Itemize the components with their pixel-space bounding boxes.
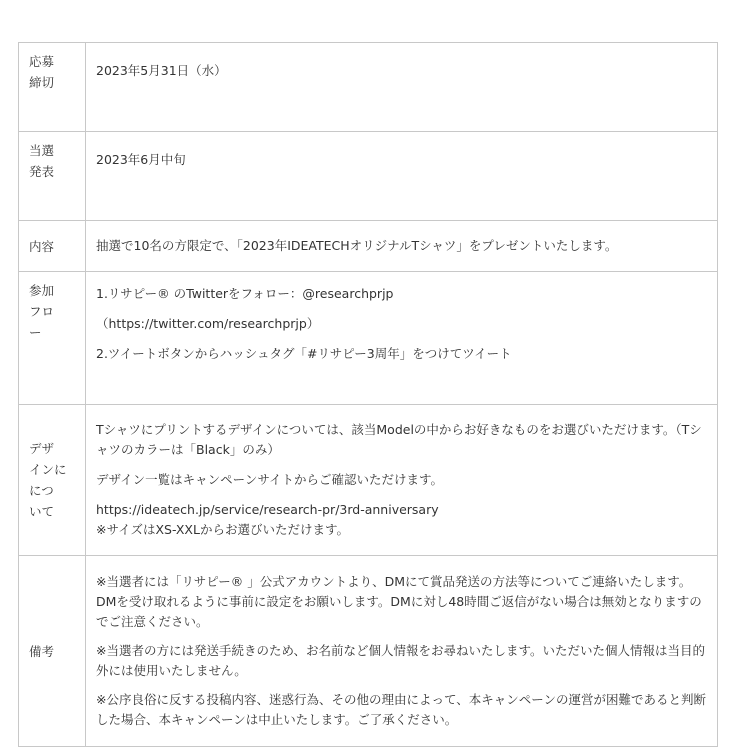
row-value-content	[86, 221, 718, 272]
content-text: 抽選で10名の方限定で、「2023年IDEATECHオリジナルTシャツ」をプレゼントいたします。	[96, 238, 618, 253]
label-line: 当選	[29, 143, 55, 158]
row-value-participation-flow	[86, 272, 718, 405]
table-row-deadline	[19, 43, 718, 132]
label-line: フロ	[29, 304, 55, 319]
row-label-notes	[19, 556, 86, 747]
table-row-design	[19, 405, 718, 556]
flow-step-2: 2.ツイートボタンからハッシュタグ「#リサピー3周年」をつけてツイート	[96, 346, 512, 361]
label-line: 内容	[29, 238, 55, 254]
row-label-announcement	[19, 132, 86, 221]
label-line: 締切	[29, 75, 55, 90]
row-value-design	[86, 405, 718, 556]
label-line: インに	[29, 462, 67, 477]
table-row-content	[19, 221, 718, 272]
row-value-notes	[86, 556, 718, 747]
design-description: Tシャツにプリントするデザインについては、該当Modelの中からお好きなものをお選びいただけます。（Tシャツのカラーは「Black」のみ）	[96, 422, 702, 457]
label-line: デザ	[29, 441, 55, 456]
row-value-deadline	[86, 43, 718, 132]
note-cancellation: ※公序良俗に反する投稿内容、迷惑行為、その他の理由によって、本キャンペーンの運営が困難であると判断した場合、本キャンペーンは中止いたします。ご了承ください。	[96, 692, 706, 727]
label-line: いて	[29, 504, 55, 519]
row-value-announcement	[86, 132, 718, 221]
size-note: ※サイズはXS-XXLからお選びいただけます。	[96, 522, 349, 537]
row-label-content	[19, 221, 86, 272]
row-label-deadline	[19, 43, 86, 132]
twitter-link[interactable]: （https://twitter.com/researchprjp）	[96, 316, 320, 331]
row-label-design	[19, 405, 86, 556]
campaign-info-table	[18, 42, 718, 747]
flow-step-1: 1.リサピー® のTwitterをフォロー：@researchprjp	[96, 286, 394, 301]
row-label-participation-flow	[19, 272, 86, 405]
note-personal-info: ※当選者の方には発送手続きのため、お名前など個人情報をお尋ねいたします。いただいた個人情報は当目的外には使用いたしません。	[96, 643, 705, 678]
label-line: につ	[29, 483, 54, 498]
note-dm-contact: ※当選者には「リサピー® 」公式アカウントより、DMにて賞品発送の方法等についてご連絡いたします。DMを受け取れるように事前に設定をお願いします。DMに対し48時間ご返信がない場合は無効となりますのでご注意ください。	[96, 574, 702, 629]
label-line: 応募	[29, 54, 55, 69]
design-list-note: デザイン一覧はキャンペーンサイトからご確認いただけます。	[96, 472, 444, 487]
table-row-participation-flow	[19, 272, 718, 405]
table-row-announcement	[19, 132, 718, 221]
campaign-site-link[interactable]: https://ideatech.jp/service/research-pr/3rd-anniversary	[96, 502, 439, 517]
label-line: 発表	[29, 164, 55, 179]
deadline-date: 2023年5月31日（水）	[96, 63, 227, 78]
table-row-notes	[19, 556, 718, 747]
announcement-date: 2023年6月中旬	[96, 152, 186, 167]
label-line: 参加	[29, 283, 55, 298]
label-line: 備考	[29, 643, 55, 659]
label-line: ー	[29, 325, 42, 340]
